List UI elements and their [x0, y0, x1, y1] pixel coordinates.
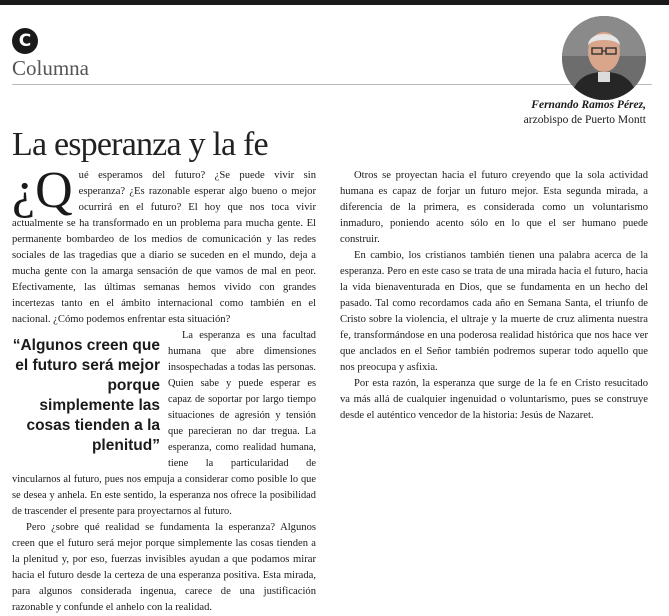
paragraph-2: La esperanza es una facultad humana que abre dimensiones insospechadas a todas las personas. Quien sabe y puede esperar es capaz de soportar por largo tiempo situaciones de agresión y tensión que parecieran no dar tregua. La esperanza, como realidad humana, tiene la particularidad de vincularnos al futuro, pues nos empuja a considerar como posible lo que se desea y anhela. En este sentido, la esperanza nos ofrece la posibilidad de trascender el presente para proyectarnos al futuro. [12, 330, 316, 517]
author-photo [562, 16, 646, 100]
drop-cap: ¿Q [12, 162, 73, 219]
paragraph-4: Otros se proyectan hacia el futuro creyendo que la sola actividad humana es capaz de forjar un futuro mejor. Esta segunda mirada, a diferencia de la primera, es considerada como un voluntarismo inmaduro, poniendo acento sólo en lo que el ser humano puede construir. [340, 170, 648, 245]
author-byline [524, 98, 646, 128]
top-rule [0, 0, 669, 5]
paragraph-3: Pero ¿sobre qué realidad se fundamenta la esperanza? Algunos creen que el futuro será mejor porque simplemente las cosas tienden a la plenitud y, por eso, fuerzas invisibles ayudan a que podamos mirar hacia el futuro desde la certeza de una esperanza positiva. Esta mirada, para algunos considerada ingenua, carece de una justificación razonable y confunde el anhelo con la realidad. [12, 522, 316, 613]
article-column-right [340, 168, 648, 424]
paragraph-1-text: ué esperamos del futuro? ¿Se puede vivir sin esperanza? ¿Es razonable esperar algo bueno o mejor ocurrirá en el futuro? El hoy que nos toca vivir actualmente se ha transformado en un problema para mucha gente. El permanente bombardeo de los medios de comunicación y las redes sociales de las tragedias que a diario se suceden en el mundo, deja a mucha gente con la amarga sensación de que vamos de mal en peor. Efectivamente, las últimas semanas hemos vivido con grandes incertezas tanto en el ámbito internacional como también en el nacional. ¿Cómo podemos enfrentar esta situación? [12, 170, 316, 325]
author-portrait-icon [562, 16, 646, 100]
author-role: arzobispo de Puerto Montt [523, 114, 646, 126]
section-label: Columna [12, 56, 89, 80]
article-column-left [12, 162, 316, 616]
pull-quote: “Algunos creen que el futuro será mejor porque simplemente las cosas tienden a la plenitud” [12, 337, 160, 454]
author-name: Fernando Ramos Pérez, [531, 99, 646, 111]
paragraph-6: Por esta razón, la esperanza que surge de la fe en Cristo resucitado va más allá de cualquier ingenuidad o voluntarismo, pues se construye desde el auténtico vencedor de la historia: Jesús de Nazaret. [340, 378, 648, 421]
section-badge-icon: C [12, 28, 38, 54]
article-headline: La esperanza y la fe [12, 126, 268, 163]
paragraph-5: En cambio, los cristianos también tienen una palabra acerca de la esperanza. Pero en este caso se trata de una mirada hacia el futuro, hacia la vida bienaventurada en Dios, que se fundamenta en un hecho del pasado. Tal como recordamos cada año en Semana Santa, el triunfo de Cristo sobre la violencia, el ultraje y la muerte de cruz alimenta nuestra fe, transformándose en una poderosa realidad histórica que nos hace ver que anclados en el Señor también podremos superar todo aquello que nos preocupa y asfixia. [340, 250, 648, 373]
section-divider [12, 84, 652, 85]
paragraph-1 [12, 162, 316, 328]
